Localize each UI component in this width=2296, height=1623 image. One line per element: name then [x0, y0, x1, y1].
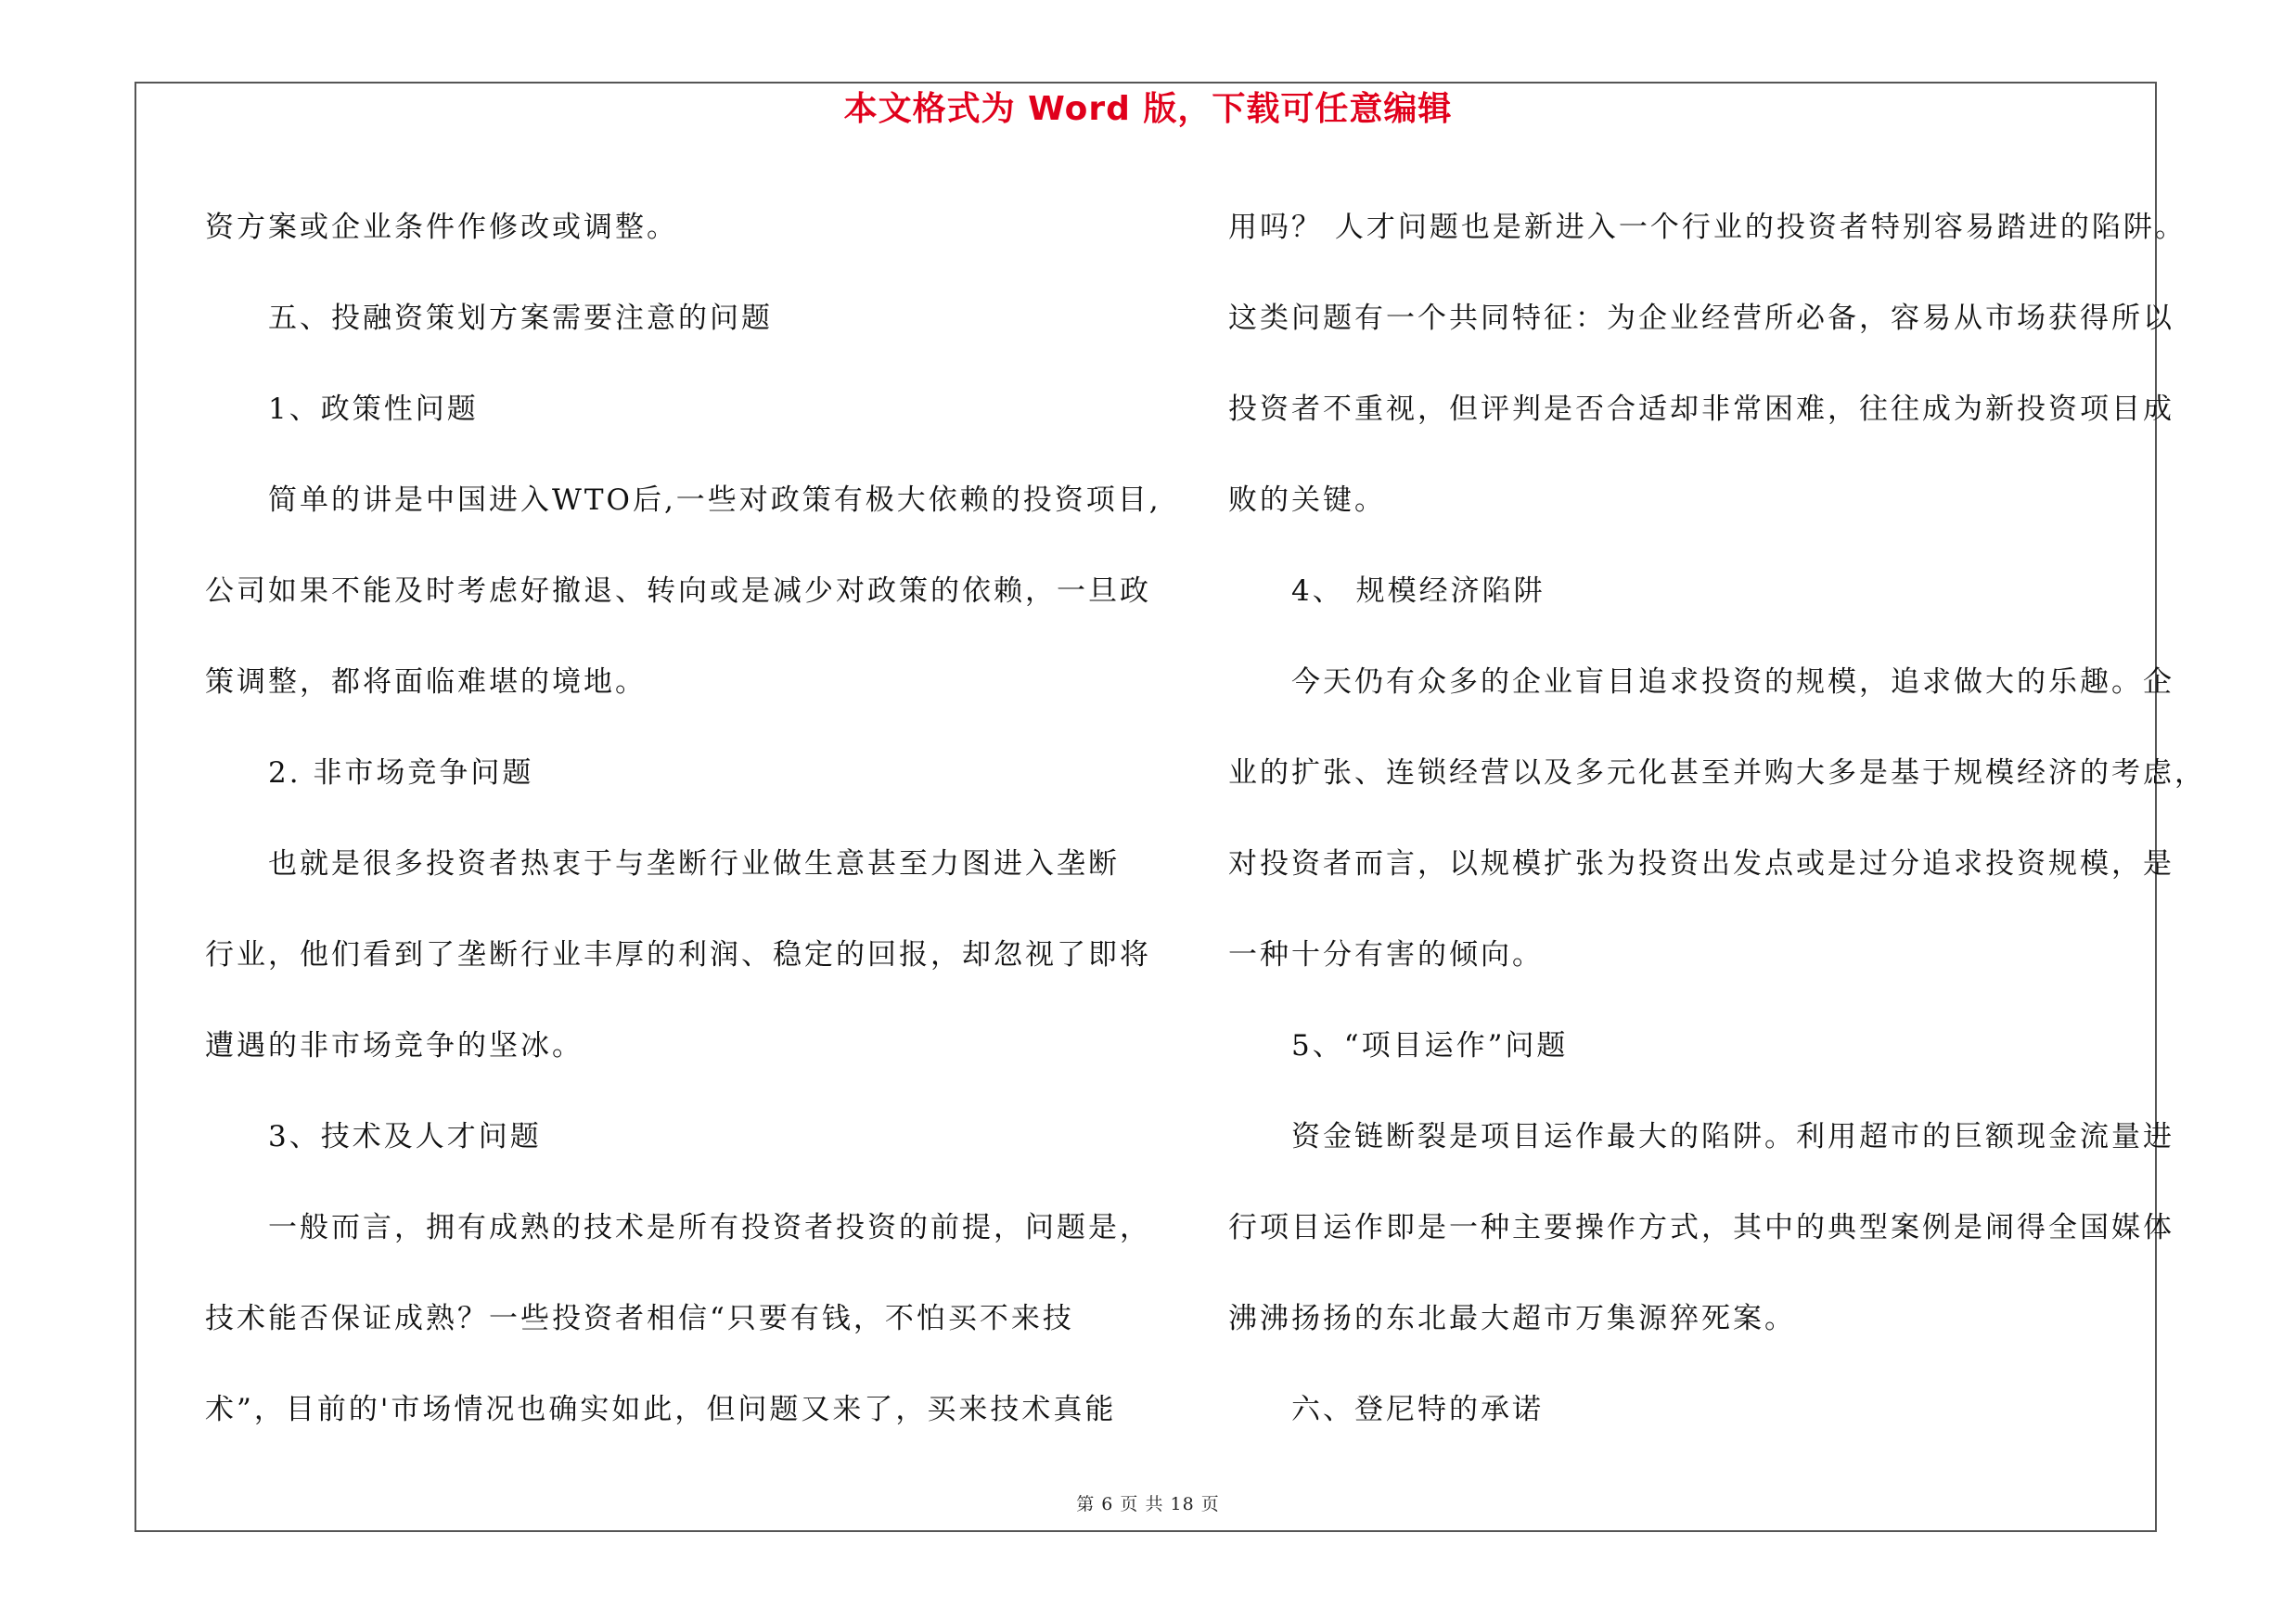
- section-heading: 六、登尼特的承诺: [1228, 1393, 1544, 1426]
- paragraph-line: 行项目运作即是一种主要操作方式，其中的典型案例是闹得全国媒体: [1228, 1211, 2174, 1244]
- paragraph-line: 也就是很多投资者热衷于与垄断行业做生意甚至力图进入垄断: [205, 847, 1120, 881]
- paragraph-line: 策调整，都将面临难堪的境地。: [205, 665, 647, 699]
- left-column: [205, 182, 1161, 1455]
- paragraph-line: 资方案或企业条件作修改或调整。: [205, 211, 678, 244]
- paragraph-line: 术”，目前的'市场情况也确实如此，但问题又来了，买来技术真能: [205, 1393, 1117, 1426]
- paragraph-line: 今天仍有众多的企业盲目追求投资的规模，追求做大的乐趣。企: [1228, 665, 2174, 699]
- subsection-heading: 1、政策性问题: [205, 393, 479, 426]
- paragraph-line: 一般而言，拥有成熟的技术是所有投资者投资的前提，问题是，: [205, 1211, 1151, 1244]
- subsection-heading: 4、 规模经济陷阱: [1228, 574, 1546, 608]
- paragraph-line: 对投资者而言，以规模扩张为投资出发点或是过分追求投资规模，是: [1228, 847, 2174, 881]
- right-column: [1228, 182, 2206, 1455]
- paragraph-line: 简单的讲是中国进入WTO后,一些对政策有极大依赖的投资项目,: [205, 483, 1161, 517]
- paragraph-line: 沸沸扬扬的东北最大超市万集源猝死案。: [1228, 1302, 1796, 1335]
- subsection-heading: 3、技术及人才问题: [205, 1120, 542, 1153]
- paragraph-line: 一种十分有害的倾向。: [1228, 938, 1544, 972]
- page-number: 第 6 页 共 18 页: [1076, 1494, 1220, 1514]
- section-heading: 五、投融资策划方案需要注意的问题: [205, 302, 773, 335]
- paragraph-line: 业的扩张、连锁经营以及多元化甚至并购大多是基于规模经济的考虑，: [1228, 756, 2206, 790]
- paragraph-line: 败的关键。: [1228, 483, 1386, 517]
- subsection-heading: 5、“项目运作”问题: [1228, 1029, 1569, 1063]
- header-banner: 本文格式为 Word 版，下载可任意编辑: [843, 90, 1453, 128]
- paragraph-line: 行业，他们看到了垄断行业丰厚的利润、稳定的回报，却忽视了即将: [205, 938, 1151, 972]
- subsection-heading: 2. 非市场竞争问题: [205, 756, 534, 790]
- paragraph-line: 这类问题有一个共同特征：为企业经营所必备，容易从市场获得所以: [1228, 302, 2174, 335]
- paragraph-line: 公司如果不能及时考虑好撤退、转向或是减少对政策的依赖，一旦政: [205, 574, 1151, 608]
- paragraph-line: 技术能否保证成熟？一些投资者相信“只要有钱，不怕买不来技: [205, 1302, 1074, 1335]
- paragraph-line: 资金链断裂是项目运作最大的陷阱。利用超市的巨额现金流量进: [1228, 1120, 2174, 1153]
- paragraph-line: 投资者不重视，但评判是否合适却非常困难，往往成为新投资项目成: [1228, 393, 2174, 426]
- paragraph-line: 用吗？ 人才问题也是新进入一个行业的投资者特别容易踏进的陷阱。: [1228, 211, 2187, 244]
- paragraph-line: 遭遇的非市场竞争的坚冰。: [205, 1029, 584, 1063]
